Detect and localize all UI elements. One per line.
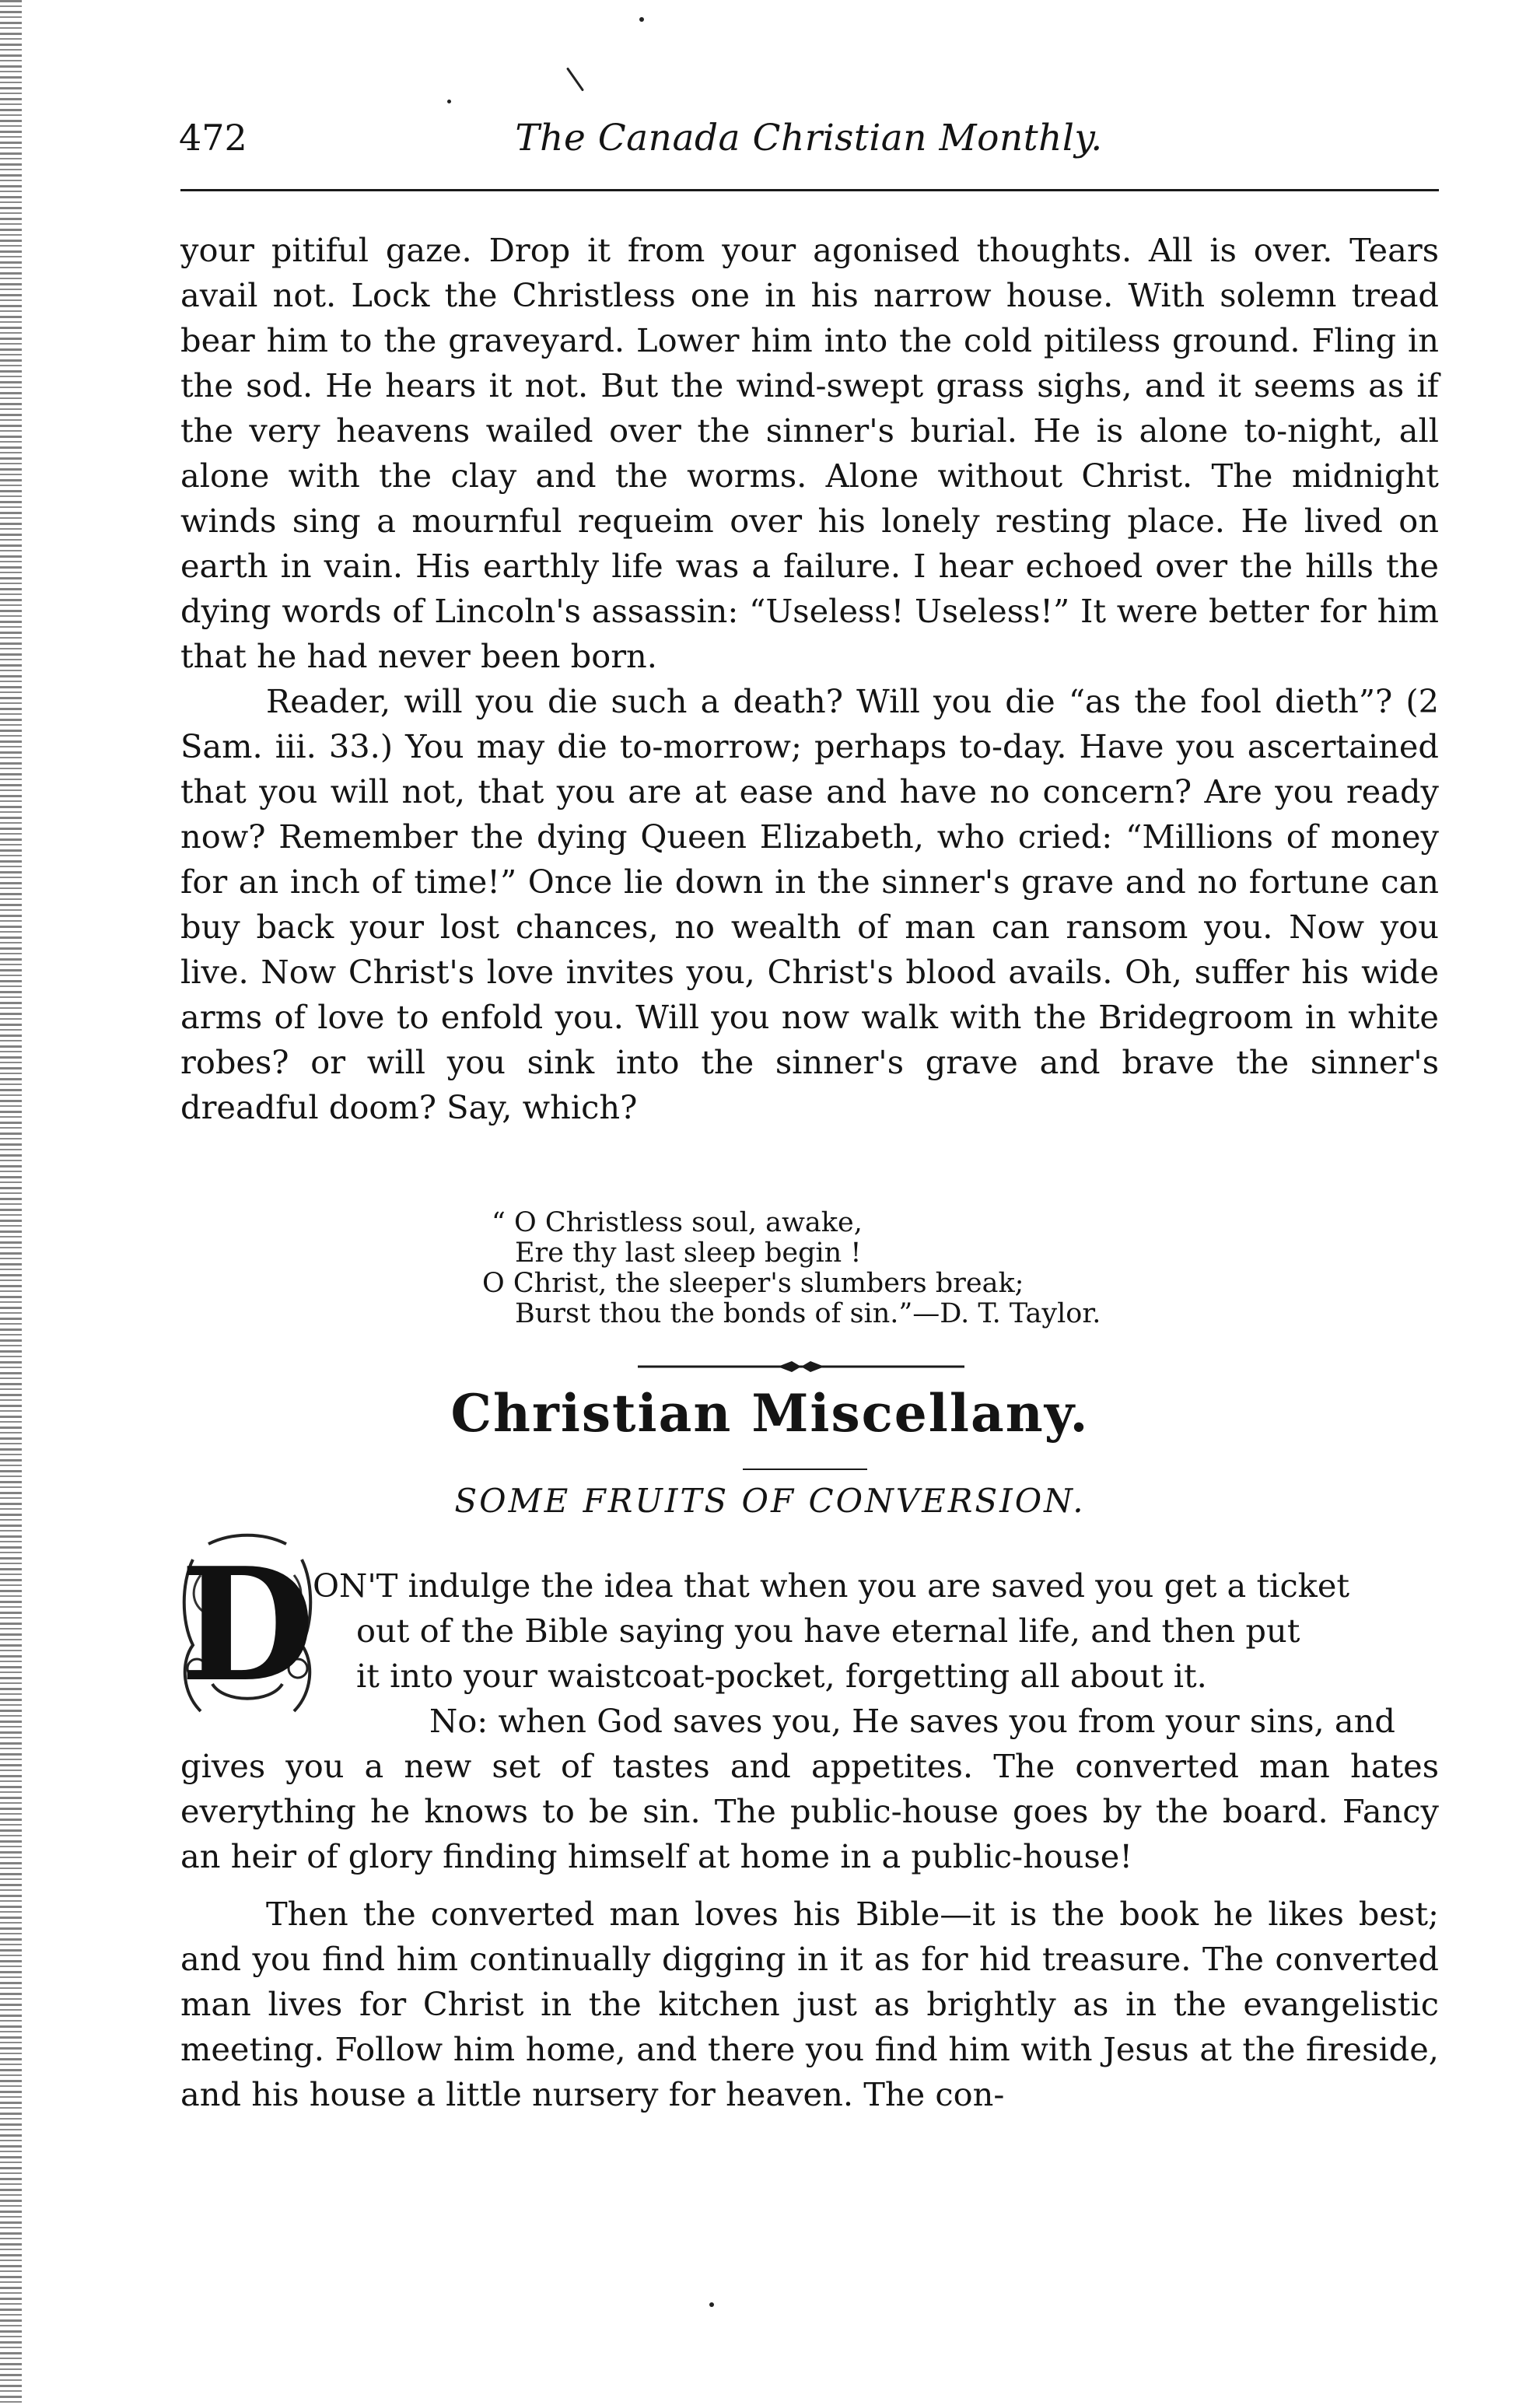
running-title: The Canada Christian Monthly. bbox=[515, 117, 1103, 159]
ornamental-drop-cap bbox=[177, 1528, 317, 1723]
page-binding-edge bbox=[0, 0, 22, 2405]
article-title: SOME FRUITS OF CONVERSION. bbox=[454, 1482, 1086, 1520]
drop-cap-letter: D bbox=[180, 1534, 315, 1717]
body-paragraph: Reader, will you die such a death? Will you die “as the fool dieth”? (2 Sam. iii. 33.) You may die to-morrow; perhaps to-day. Have you ascertained that you will not, that you are at ease and have no concern? Are you ready now? Remember the dying Queen Elizabeth, who cried: “Millions of money for an inch of time!” Once lie down in the sinner's grave and no fortune can buy back your lost chances, no wealth of man can ransom you. Now you live. Now Christ's love invites you, Christ's blood avails. Oh, suffer his wide arms of love to enfold you. Will you now walk with the Bridegroom in white robes? or will you sink into the sinner's grave and brave the sinner's dreadful doom? Say, which? bbox=[180, 682, 1439, 1126]
poem-line: Ere thy last sleep begin ! bbox=[515, 1238, 862, 1269]
print-speck bbox=[566, 67, 584, 91]
print-speck bbox=[447, 100, 451, 103]
poem-line: O Christ, the sleeper's slumbers break; bbox=[482, 1268, 1024, 1299]
print-speck bbox=[639, 17, 644, 22]
page-number: 472 bbox=[179, 117, 247, 159]
section-heading: Christian Miscellany. bbox=[450, 1383, 1090, 1444]
poem-line: Burst thou the bonds of sin.”—D. T. Taylor. bbox=[515, 1298, 1101, 1329]
page-header bbox=[179, 117, 1439, 171]
poem-line: “ O Christless soul, awake, bbox=[492, 1207, 863, 1238]
drop-cap-line: No: when God saves you, He saves you from your sins, and bbox=[429, 1702, 1395, 1740]
drop-cap-line: ON'T indulge the idea that when you are saved you get a ticket bbox=[313, 1567, 1350, 1605]
article-body bbox=[180, 1744, 1439, 2117]
header-rule bbox=[180, 189, 1439, 191]
print-speck bbox=[709, 2302, 714, 2307]
body-paragraph: gives you a new set of tastes and appetites. The converted man hates everything he knows to be sin. The public-house goes by the board. Fancy an heir of glory finding himself at home in a public-house! bbox=[180, 1747, 1439, 1875]
section-divider-ornament bbox=[638, 1360, 964, 1373]
body-paragraph: your pitiful gaze. Drop it from your agonised thoughts. All is over. Tears avail not. Lock the Christless one in his narrow house. With solemn tread bear him to the graveyard. Lower him into the cold pitiless ground. Fling in the sod. He hears it not. But the wind-swept grass sighs, and it seems as if the very heavens wailed over the sinner's burial. He is alone to-night, all alone with the clay and the worms. Alone without Christ. The midnight winds sing a mournful requeim over his lonely resting place. He lived on earth in vain. His earthly life was a failure. I hear echoed over the hills the dying words of Lincoln's assassin: “Useless! Useless!” It were better for him that he had never been born. bbox=[180, 231, 1439, 675]
body-paragraph: Then the converted man loves his Bible—it is the book he likes best; and you find him continually digging in it as for hid treasure. The converted man lives for Christ in the kitchen just as brightly as in the evangelistic meeting. Follow him home, and there you find him with Jesus at the fireside, and his house a little nursery for heaven. The con- bbox=[180, 1895, 1439, 2113]
continued-article bbox=[180, 228, 1439, 1130]
drop-cap-line: out of the Bible saying you have eternal life, and then put bbox=[356, 1612, 1300, 1650]
heading-rule bbox=[743, 1469, 867, 1470]
poem-quotation bbox=[482, 1208, 1338, 1329]
drop-cap-line: it into your waistcoat-pocket, forgetting all about it. bbox=[356, 1657, 1207, 1695]
